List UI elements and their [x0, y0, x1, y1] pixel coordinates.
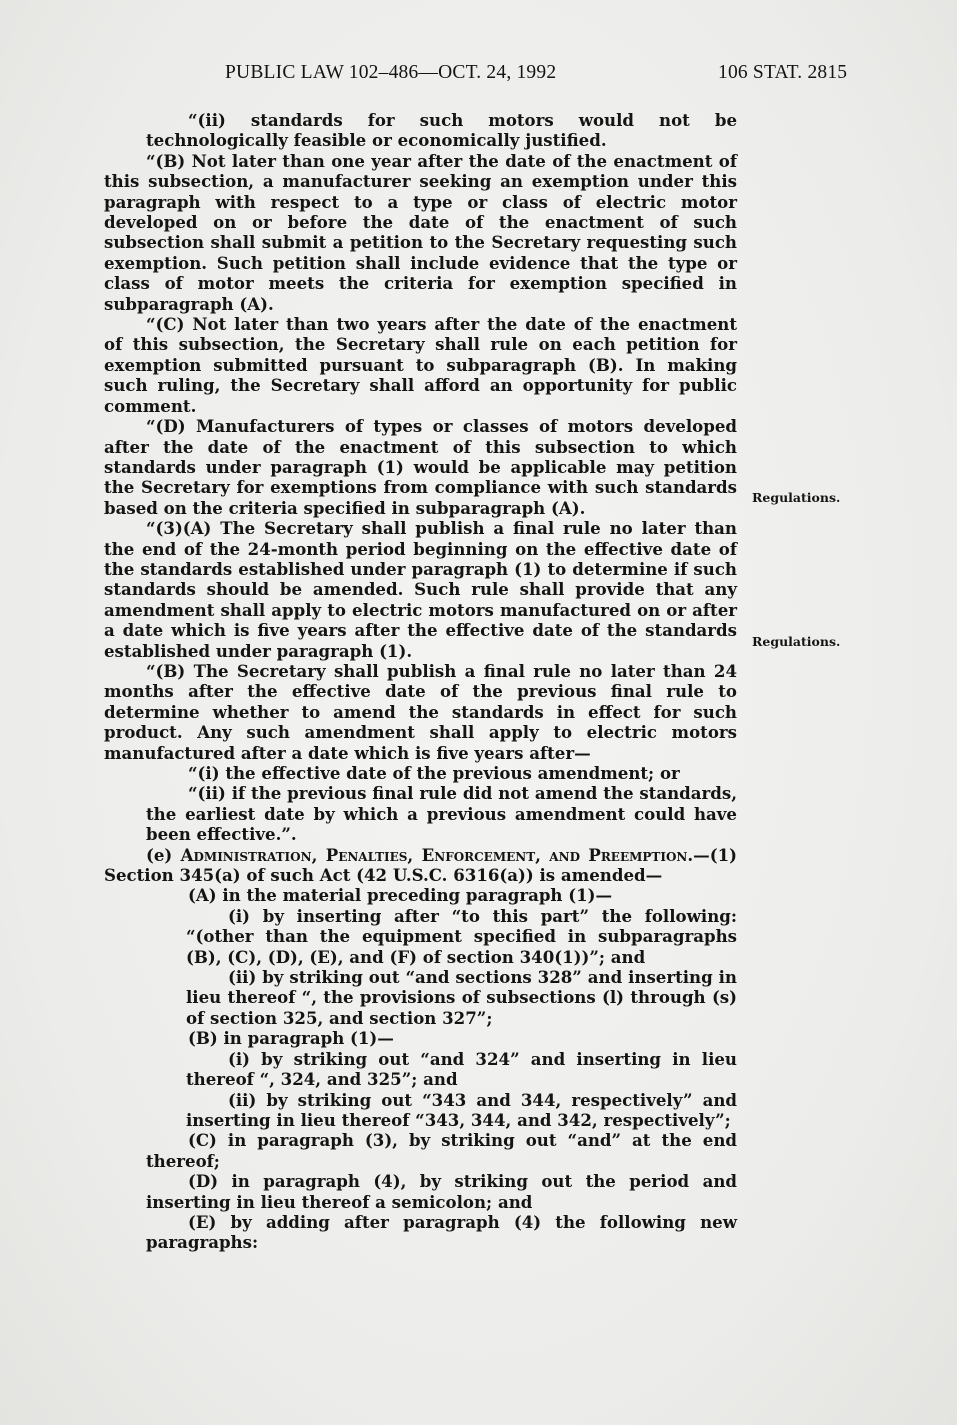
page-header [0, 62, 957, 88]
clause-ii-feasibility: “(ii) standards for such motors would not be technologically feasible or economically justified. [146, 110, 737, 151]
subparagraph-b-petition: “(B) Not later than one year after the date of the enactment of this subsection, a manufacturer seeking an exemption under this paragraph with respect to a type or class of electric motor developed on or before the date of the enactment of such subsection shall submit a petition to the Secretary requesting such exemption. Such petition shall include evidence that the type or class of motor meets the criteria for exemption specified in subparagraph (A). [104, 150, 737, 314]
margin-note-regulations: Regulations. [752, 634, 841, 649]
item-a-ii-striking: (ii) by striking out “and sections 328” and inserting in lieu thereof “, the provisions of subsections (l) through (s) of section 325, and section 327”; [186, 967, 737, 1028]
margin-note-regulations: Regulations. [752, 490, 841, 505]
subsection-e-heading: Administration, Penalties, Enforcement, and Preemption. [180, 844, 694, 865]
item-d-paragraph-4: (D) in paragraph (4), by striking out the period and inserting in lieu thereof a semicolon; and [146, 1171, 737, 1212]
subparagraph-3b-final-rule: “(B) The Secretary shall publish a final rule no later than 24 months after the effective date of the previous final rule to determine whether to amend the standards in effect for such product. Any such amendment shall apply to electric motors manufactured after a date which is five years after— [104, 660, 737, 763]
subparagraph-d-new-motors: “(D) Manufacturers of types or classes of motors developed after the date of the enactment of this subsection to which standards under paragraph (1) would be applicable may petition the Secretary for exemptions from compliance with such standards based on the criteria specified in subparagraph (A). [104, 416, 737, 518]
clause-ii-earliest-date: “(ii) if the previous final rule did not amend the standards, the earliest date by which a previous amendment could have been effective.”. [146, 783, 737, 845]
item-a-material-preceding: (A) in the material preceding paragraph (1)— [188, 885, 613, 906]
header-statute-page: 106 STAT. 2815 [718, 62, 848, 83]
paragraph-3a-final-rule: “(3)(A) The Secretary shall publish a final rule no later than the end of the 24-month period beginning on the effective date of the standards established under paragraph (1) to determine if such standards should be amended. Such rule shall provide that any amendment shall apply to electric motors manufactured on or after a date which is five years after the effective date of the standards established under paragraph (1). [104, 518, 737, 661]
item-a-i-inserting: (i) by inserting after “to this part” the following: “(other than the equipment specified in subparagraphs (B), (C), (D), (E), and (F) of section 340(1))”; and [186, 905, 737, 967]
subsection-e-administration: (e) Administration, Penalties, Enforcement, and Preemption.—(1) Section 345(a) of such Act (42 U.S.C. 6316(a)) is amended— [104, 844, 737, 886]
subparagraph-c-ruling: “(C) Not later than two years after the date of the enactment of this subsection, the Secretary shall rule on each petition for exemption submitted pursuant to subparagraph (B). In making such ruling, the Secretary shall afford an opportunity for public comment. [104, 314, 737, 416]
statute-body [104, 110, 737, 1253]
item-b-i-striking: (i) by striking out “and 324” and inserting in lieu thereof “, 324, and 325”; and [186, 1048, 737, 1090]
header-law-citation: PUBLIC LAW 102–486—OCT. 24, 1992 [225, 62, 557, 83]
clause-i-effective-date: “(i) the effective date of the previous amendment; or [188, 763, 680, 783]
item-b-paragraph-1: (B) in paragraph (1)— [188, 1028, 394, 1049]
item-e-new-paragraphs: (E) by adding after paragraph (4) the following new paragraphs: [146, 1211, 737, 1253]
item-c-paragraph-3: (C) in paragraph (3), by striking out “and” at the end thereof; [146, 1130, 737, 1171]
item-b-ii-striking: (ii) by striking out “343 and 344, respectively” and inserting in lieu thereof “343, 344, and 342, respectively”; [186, 1089, 737, 1130]
